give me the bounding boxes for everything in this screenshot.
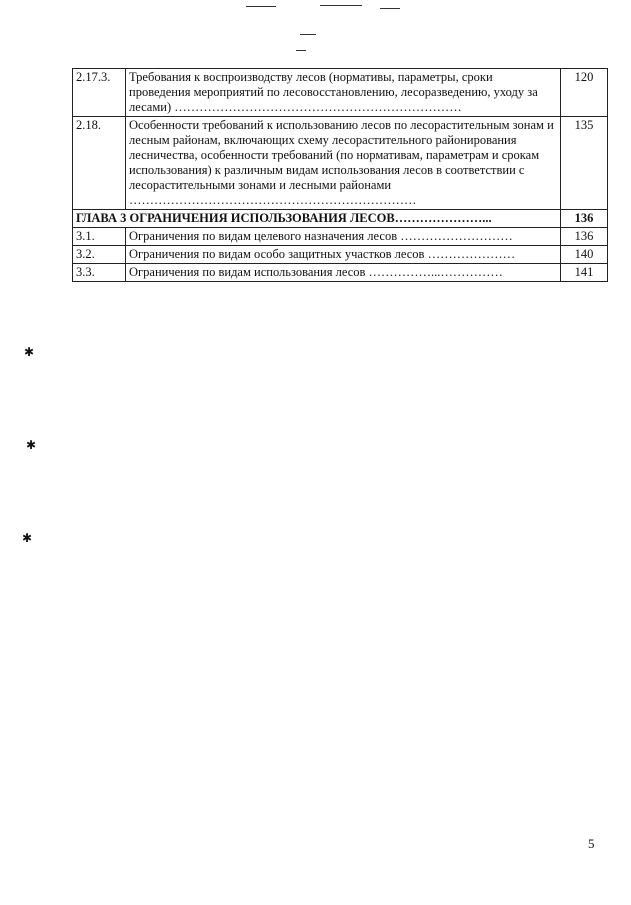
ink-blot: ✱: [24, 345, 35, 359]
section-number: 3.1.: [73, 228, 126, 246]
ink-blot: ✱: [22, 531, 33, 545]
section-title: Ограничения по видам особо защитных участков лесов …………………: [126, 246, 561, 264]
toc-row: [73, 117, 608, 210]
section-number: 2.18.: [73, 117, 126, 210]
toc-row: [73, 246, 608, 264]
ink-blot: ✱: [26, 438, 37, 452]
page-number: 5: [588, 836, 595, 851]
toc-row: [73, 69, 608, 117]
section-number: 2.17.3.: [73, 69, 126, 117]
section-title: Требования к воспроизводству лесов (нормативы, параметры, сроки проведения мероприятий по лесовосстановлению, лесоразведению, уходу за лесами) ……………………………………………………………: [126, 69, 561, 117]
section-number: 3.2.: [73, 246, 126, 264]
section-page: 135: [561, 117, 608, 210]
toc-row: [73, 228, 608, 246]
scan-speck: [300, 34, 316, 35]
toc-row: [73, 264, 608, 282]
section-page: 141: [561, 264, 608, 282]
table-of-contents: [72, 68, 608, 282]
section-title: Ограничения по видам использования лесов ……………...……………: [126, 264, 561, 282]
section-page: 136: [561, 228, 608, 246]
scan-speck: [320, 5, 362, 6]
chapter-title: ГЛАВА 3 ОГРАНИЧЕНИЯ ИСПОЛЬЗОВАНИЯ ЛЕСОВ…………………...: [73, 210, 561, 228]
toc-chapter-row: [73, 210, 608, 228]
scan-speck: [246, 6, 276, 7]
section-page: 140: [561, 246, 608, 264]
section-number: 3.3.: [73, 264, 126, 282]
scan-speck: [296, 50, 306, 51]
section-page: 120: [561, 69, 608, 117]
chapter-page: 136: [561, 210, 608, 228]
scan-speck: [380, 8, 400, 9]
section-title: Ограничения по видам целевого назначения лесов ………………………: [126, 228, 561, 246]
section-title: Особенности требований к использованию лесов по лесорастительным зонам и лесным районам, включающих схему лесорастительного районирования лесничества, особенности требований (по нормативам, параметрам и срокам использования) к различным видам использования лесов в соответствии с лесорастительными зонами и лесными районами ……………………………………………………………: [126, 117, 561, 210]
